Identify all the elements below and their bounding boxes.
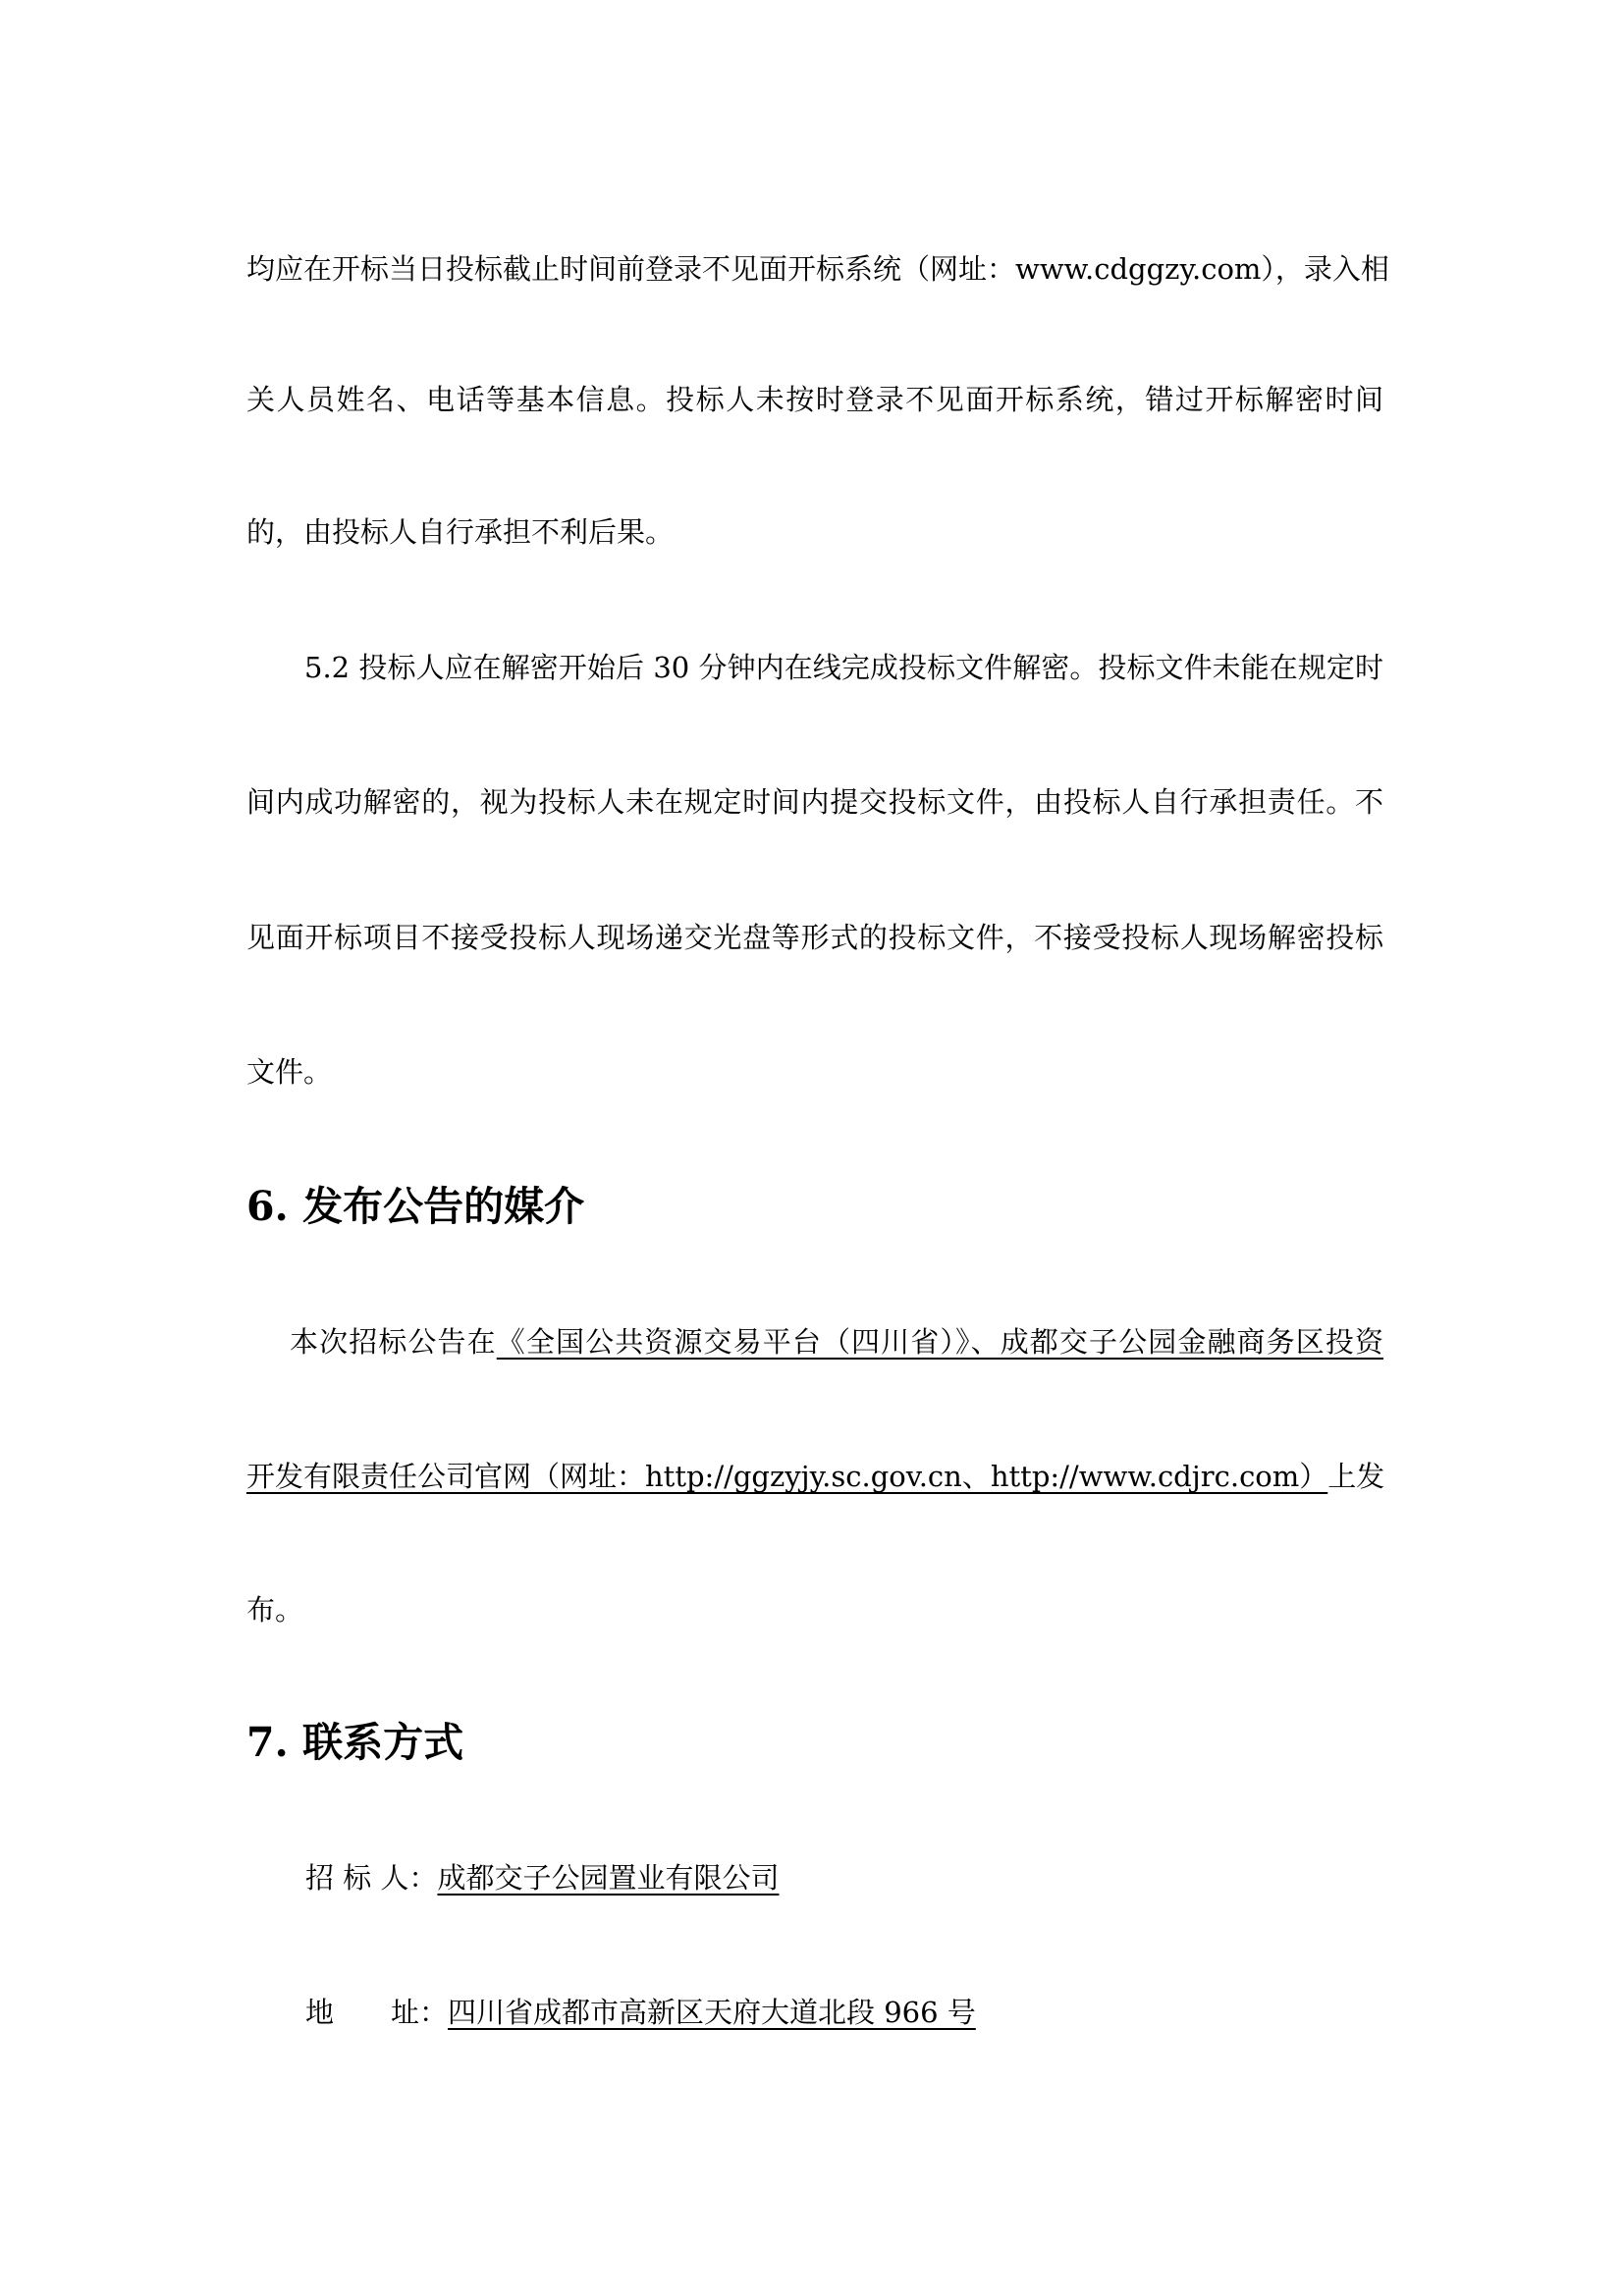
section-6-line-1-prefix: 本次招标公告在 [290,1325,497,1359]
section-6-line-3: 布。 [246,1593,304,1627]
paragraph-5-1-line-2: 关人员姓名、电话等基本信息。投标人未按时登录不见面开标系统，错过开标解密时间 [246,383,1383,416]
address-value: 四川省成都市高新区天府大道北段 966 号 [448,1996,976,2029]
section-6-line-1 [290,1322,1383,1362]
section-7-heading: 7. 联系方式 [246,1719,464,1766]
paragraph-5-2-line-3: 见面开标项目不接受投标人现场递交光盘等形式的投标文件，不接受投标人现场解密投标 [246,921,1383,954]
paragraph-5-2-line-4: 文件。 [246,1055,333,1089]
publication-platforms-link: 《全国公共资源交易平台（四川省）》、成都交子公园金融商务区投资 [496,1325,1383,1359]
paragraph-5-1-line-3: 的，由投标人自行承担不利后果。 [246,515,675,549]
section-6-line-2-suffix: 上发 [1327,1460,1385,1493]
paragraph-5-1-line-1: 均应在开标当日投标截止时间前登录不见面开标系统（网址：www.cdggzy.com），录入相 [246,252,1389,286]
tenderer-value: 成都交子公园置业有限公司 [437,1861,780,1895]
section-6-line-2 [246,1457,1383,1496]
section-6-heading: 6. 发布公告的媒介 [246,1183,585,1230]
paragraph-5-2-line-2: 间内成功解密的，视为投标人未在规定时间内提交投标文件，由投标人自行承担责任。不 [246,785,1383,819]
address-label: 地 址： [305,1996,449,2029]
publication-urls: 开发有限责任公司官网（网址：http://ggzyjy.sc.gov.cn、http://www.cdjrc.com） [246,1460,1328,1493]
address-row [305,1993,976,2032]
tenderer-label: 招 标 人： [305,1861,438,1895]
tenderer-row [305,1858,779,1897]
paragraph-5-2-line-1: 5.2 投标人应在解密开始后 30 分钟内在线完成投标文件解密。投标文件未能在规定时 [304,651,1383,684]
